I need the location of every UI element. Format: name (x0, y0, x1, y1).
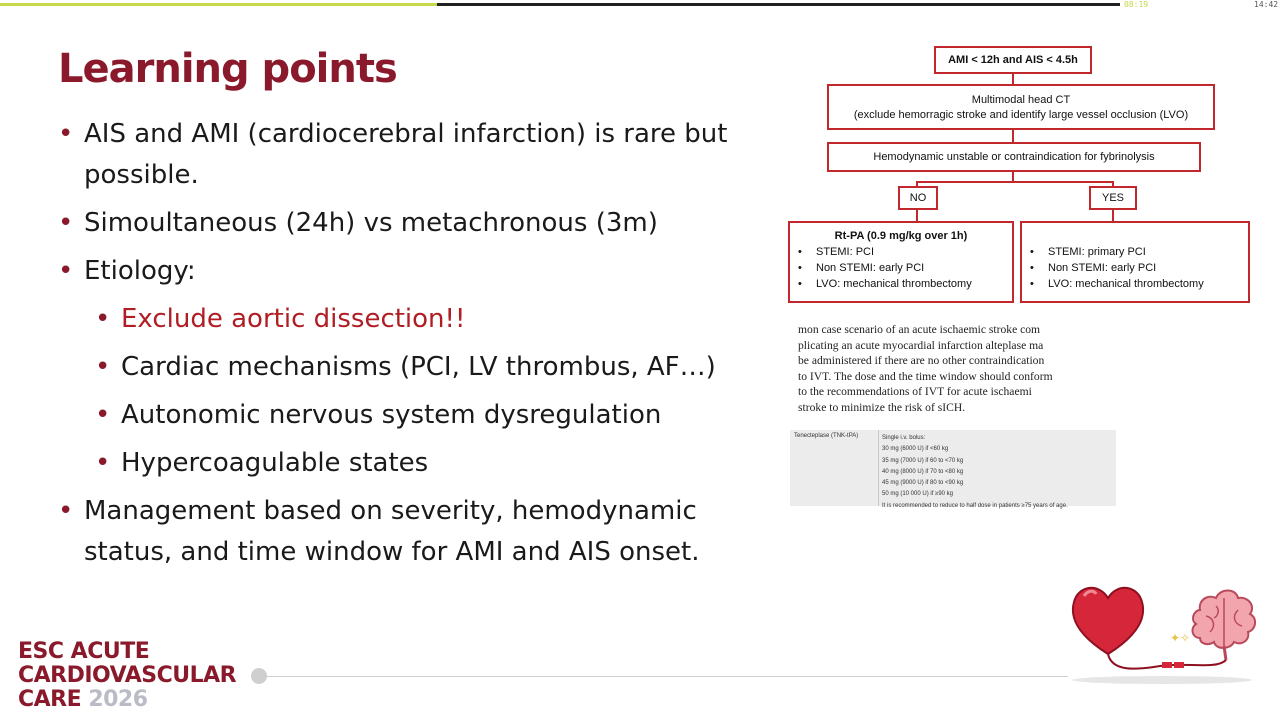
total-time: 14:42 (1254, 0, 1279, 9)
dosing-table (790, 430, 1116, 509)
excerpt-line: to the recommendations of IVT for acute ischaemi (798, 385, 1032, 398)
bullet-item: • Simoultaneous (24h) vs metachronous (3m) (58, 203, 758, 244)
video-progress-bar[interactable] (0, 0, 1280, 9)
sub-bullet-item-highlighted: • Exclude aortic dissection!! (95, 299, 758, 340)
table-drug-cell: Tenecteplase (TNK-tPA) (794, 433, 859, 439)
dose-line: Single i.v. bolus: (882, 435, 926, 441)
flow-yes-box (1089, 186, 1137, 210)
table-dose-cell (882, 433, 1068, 512)
flow-yes-branch-item: • Non STEMI: early PCI (1030, 260, 1248, 276)
connector (1012, 128, 1014, 142)
flow-yes-branch-box (1020, 221, 1250, 303)
bullet-item: • AIS and AMI (cardiocerebral infarction) is rare but possible. (58, 114, 758, 196)
dose-line: 40 mg (8000 U) if 70 to <80 kg (882, 468, 964, 475)
sub-bullet-item: • Cardiac mechanisms (PCI, LV thrombus, AF…) (95, 347, 758, 388)
excerpt-line: stroke to minimize the risk of sICH. (798, 400, 966, 414)
flow-yes-branch-item: • LVO: mechanical thrombectomy (1030, 276, 1248, 292)
excerpt-line: mon case scenario of an acute ischaemic stroke com (798, 323, 1041, 336)
dose-line: 50 mg (10 000 U) if ≥90 kg (882, 491, 953, 498)
flow-question-text: Hemodynamic unstable or contraindication for fybrinolysis (873, 151, 1155, 163)
slide-title: Learning points (58, 46, 397, 92)
flow-no-branch-box (788, 221, 1014, 303)
flow-yes-label: YES (1101, 192, 1124, 204)
heart-icon (1073, 588, 1143, 654)
excerpt-line: be administered if there are no other contraindication (798, 354, 1045, 367)
connector (916, 181, 1114, 183)
flow-no-branch-item: • STEMI: PCI (798, 244, 1012, 260)
flow-start-text: AMI < 12h and AIS < 4.5h (948, 54, 1078, 66)
shadow-shape (1072, 676, 1252, 684)
bullet-list (58, 114, 758, 580)
brain-icon (1193, 591, 1256, 661)
flow-no-branch-heading: Rt-PA (0.9 mg/kg over 1h) (834, 230, 968, 242)
excerpt-line: plicating an acute myocardial infarction alteplase ma (798, 338, 1044, 352)
flow-no-branch-item: • Non STEMI: early PCI (798, 260, 1012, 276)
flow-start-box (934, 46, 1092, 74)
sub-bullet-item: • Autonomic nervous system dysregulation (95, 395, 758, 436)
bullet-item: • Management based on severity, hemodynamic status, and time window for AMI and AIS onset. (58, 491, 758, 573)
dose-line: 30 mg (6000 U) if <60 kg (882, 446, 949, 453)
logo-line: CARDIOVASCULAR (18, 663, 237, 688)
management-flowchart (786, 44, 1256, 306)
footer-rule (258, 676, 1068, 677)
heart-brain-illustration (1066, 576, 1258, 686)
flow-ct-title: Multimodal head CT (971, 94, 1071, 106)
logo-year: 2026 (88, 687, 148, 712)
flow-no-box (898, 186, 938, 210)
flow-yes-branch-item: • STEMI: primary PCI (1030, 244, 1248, 260)
sub-bullet-item: • Hypercoagulable states (95, 443, 758, 484)
progress-fill (0, 3, 437, 6)
esc-acc-logo (18, 640, 236, 712)
flow-question-box (827, 142, 1201, 172)
flow-ct-subtitle: (exclude hemorragic stroke and identify large vessel occlusion (LVO) (853, 109, 1189, 121)
spark-icon: ✦✧ (1170, 631, 1191, 645)
table-divider (878, 430, 879, 506)
dose-line: It is recommended to reduce to half dose in patients ≥75 years of age. (882, 502, 1068, 509)
paper-excerpt (798, 322, 1084, 415)
flow-no-label: NO (909, 192, 927, 204)
flow-ct-box (827, 84, 1215, 130)
excerpt-line: to IVT. The dose and the time window should conform (798, 369, 1053, 383)
dose-line: 45 mg (9000 U) if 80 to <90 kg (882, 480, 964, 487)
bullet-item: • Etiology: (58, 251, 758, 292)
flow-no-branch-item: • LVO: mechanical thrombectomy (798, 276, 1012, 292)
logo-line: CARE (18, 687, 82, 712)
elapsed-time: 08:19 (1124, 0, 1149, 9)
logo-line: ESC ACUTE (18, 639, 150, 664)
dose-line: 35 mg (7000 U) if 60 to <70 kg (882, 457, 964, 464)
